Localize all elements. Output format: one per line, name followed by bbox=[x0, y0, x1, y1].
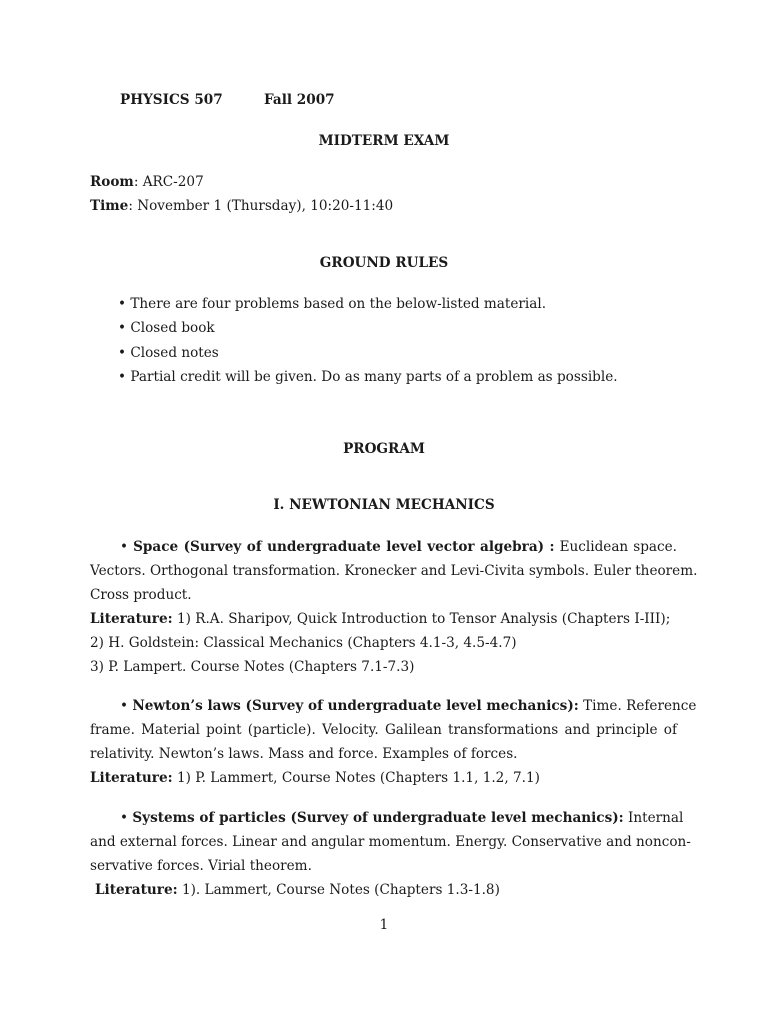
bullet-icon: • bbox=[120, 539, 129, 555]
room-label: Room bbox=[90, 174, 134, 190]
ground-rules-list bbox=[118, 292, 678, 390]
course-code: PHYSICS 507 bbox=[120, 92, 223, 108]
topic-title: Newton’s laws (Survey of undergraduate level mechanics): bbox=[132, 698, 579, 714]
bullet-icon: • bbox=[118, 296, 127, 312]
topic-title: Space (Survey of undergraduate level vector algebra) : bbox=[133, 539, 555, 555]
literature-label: Literature: bbox=[90, 611, 173, 627]
literature-label: Literature: bbox=[90, 770, 173, 786]
exam-title: MIDTERM EXAM bbox=[318, 133, 450, 149]
bullet-icon: • bbox=[120, 698, 129, 714]
list-item: • There are four problems based on the below-listed material. bbox=[118, 296, 547, 312]
bullet-icon: • bbox=[118, 369, 127, 386]
topic-space: • Space (Survey of undergraduate level vector algebra) : Euclidean space. Vectors. Orthogonal transformation. Kronecker and Levi-Civita symbols. Euler theorem. Cross product. Literature: 1) R.A. Sharipov, Quick Introduction to Tensor Analysis (Chapters I-III); 2) H. Goldstein: Classical Mechanics (Chapters 4.1-3, 4.5-4.7) 3) P. Lampert. Course Notes (Chapters 7.1-7.3) bbox=[90, 539, 698, 675]
literature-label: Literature: bbox=[95, 882, 178, 898]
section-heading: I. NEWTONIAN MECHANICS bbox=[273, 497, 495, 513]
room-value: : ARC-207 bbox=[133, 174, 204, 190]
list-item: • Closed notes bbox=[118, 344, 219, 361]
ground-rules-heading: GROUND RULES bbox=[319, 255, 449, 271]
bullet-icon: • bbox=[120, 810, 129, 826]
room-line bbox=[90, 170, 204, 194]
program-heading: PROGRAM bbox=[343, 441, 425, 457]
list-item: • Closed book bbox=[118, 320, 215, 337]
topic-newtons-laws: • Newton’s laws (Survey of undergraduate level mechanics): Time. Reference frame. Material point (particle). Velocity. Galilean transformations and principle of relativity. Newton’s laws. Mass and force. Examples of forces. Literature: 1) P. Lammert, Course Notes (Chapters 1.1, 1.2, 7.1) bbox=[90, 698, 697, 786]
course-term: Fall 2007 bbox=[264, 92, 335, 108]
page-number: 1 bbox=[379, 917, 389, 933]
bullet-icon: • bbox=[118, 320, 127, 337]
topic-systems-of-particles: • Systems of particles (Survey of undergraduate level mechanics): Internal and external forces. Linear and angular momentum. Energy. Conservative and noncon- servative forces. Virial theorem. Literature: 1). Lammert, Course Notes (Chapters 1.3-1.8) bbox=[90, 810, 691, 898]
time-line bbox=[90, 194, 393, 218]
topic-title: Systems of particles (Survey of undergraduate level mechanics): bbox=[132, 810, 624, 826]
bullet-icon: • bbox=[118, 344, 127, 361]
time-label: Time bbox=[90, 198, 129, 214]
list-item: • Partial credit will be given. Do as many parts of a problem as possible. bbox=[118, 369, 618, 386]
time-value: : November 1 (Thursday), 10:20-11:40 bbox=[128, 198, 394, 214]
